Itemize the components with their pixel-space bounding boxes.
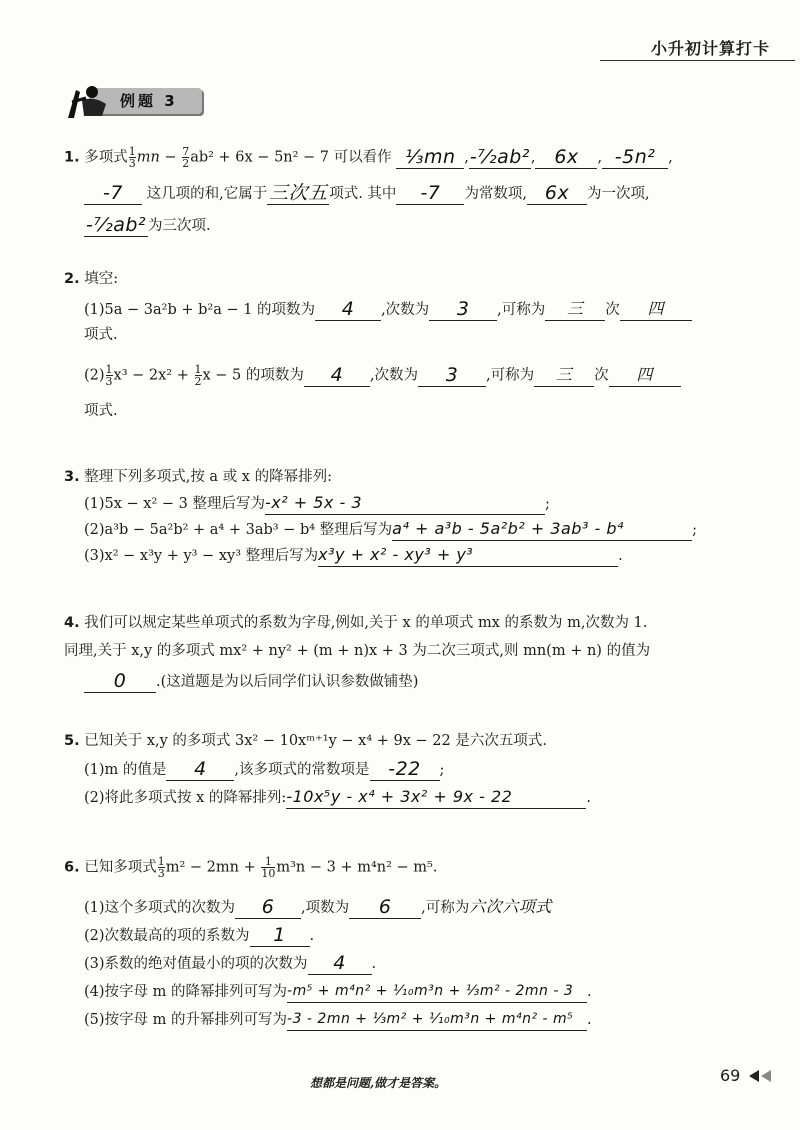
q1-answer-9[interactable]: -⁷⁄₂ab² [85,214,147,236]
q6-answer-name[interactable]: 六次六项式 [469,897,552,916]
q6-p5: (5)按字母 m 的升幂排列可写为 [84,1012,288,1028]
q4-number: 4. [64,615,80,631]
q2-p1-ci: 次 [605,302,620,318]
q1-line2-c: 为常数项, [464,186,528,202]
q6-p1c: ,可称为 [421,900,470,916]
page-header-title: 小升初计算打卡 [650,39,770,58]
q6-period-5: . [587,1012,592,1028]
q6-answer-terms[interactable]: 6 [349,896,421,919]
q2-p2-post: x − 5 的项数为 [202,367,304,384]
q1-line2-a: 这几项的和,它属于 [146,186,268,202]
footer-motto: 想都是问题,做才是答案。 [310,1076,447,1090]
q6-frac-1-3: $\frac{1}{3}$ [157,855,165,880]
q2-p2-terms-word[interactable]: 四 [609,364,681,387]
q2-p2-pre: (2) [84,367,105,384]
q3-p2: (2)a³b − 5a²b² + a⁴ + 3ab³ − b⁴ 整理后写为 [84,522,393,538]
q1-line2-b: 项式. 其中 [329,186,397,202]
q1-line3: 为三次项. [148,218,211,234]
q2-p2-mid: x³ − 2x² + [113,367,194,384]
q1-number: 1. [64,149,80,166]
q2-p2-terms-answer[interactable]: 4 [304,364,370,387]
q3-semi-2: ; [692,522,698,538]
q1-answer-4[interactable]: -5n² [602,146,668,169]
q3-p1: (1)5x − x² − 3 整理后写为 [84,496,266,512]
q5-semi: ; [439,762,445,778]
q2-p1-tail: 项式. [84,327,118,343]
page-number: 69 [720,1066,741,1085]
q6-answer-asc[interactable]: -3 - 2mn + ⅓m² + ¹⁄₁₀m³n + m⁴n² - m⁵ [287,1008,587,1031]
example-badge [62,82,202,122]
q1-answer-3[interactable]: 6x [535,146,597,169]
q6-period-2: . [309,928,315,944]
q6-p4: (4)按字母 m 的降幂排列可写为 [84,984,288,1000]
q2-p2-tail: 项式. [84,403,118,419]
q2-p1-terms-answer[interactable]: 4 [315,298,381,321]
q5-line-1: 已知关于 x,y 的多项式 3x² − 10xᵐ⁺¹y − x⁴ + 9x − 22 是六次五项式. [84,733,547,749]
q5-period: . [586,790,591,806]
q6-answer-desc[interactable]: -m⁵ + m⁴n² + ¹⁄₁₀m³n + ⅓m² - 2mn - 3 [287,980,587,1003]
q3-answer-1[interactable]: -x² + 5x - 3 [265,492,545,515]
q3-period: . [618,548,623,564]
q6-p1b: ,项数为 [301,900,350,916]
q5-answer-order[interactable]: -10x⁵y - x⁴ + 3x² + 9x - 22 [286,786,586,809]
q6-p3: (3)系数的绝对值最小的项的次数为 [84,956,308,972]
q6-mid: m² − 2mn + [165,859,261,876]
q1-answer-2[interactable]: -⁷⁄₂ab² [469,146,530,168]
q2-p1-call-label: ,可称为 [497,302,546,318]
q1-answer-1[interactable]: ⅓mn [396,146,464,169]
q5-p1b: ,该多项式的常数项是 [234,762,370,778]
q2-p2-degree-word[interactable]: 三 [534,364,594,387]
q4-answer[interactable]: 0 [84,670,156,693]
q3-p3: (3)x² − x³y + y³ − xy³ 整理后写为 [84,548,319,564]
q2-p1-degree-word[interactable]: 三 [545,298,605,321]
q6-number: 6. [64,859,80,876]
q5-answer-m[interactable]: 4 [166,758,234,781]
q2-frac-1-3: $\frac{1}{3}$ [105,363,113,388]
q1-expr-b: ab² + 6x − 5n² − 7 可以看作 [190,149,392,166]
q3-semi-1: ; [545,496,550,512]
q1-answer-8[interactable]: 6x [527,182,587,205]
q2-number: 2. [64,271,80,287]
q6-answer-degree[interactable]: 6 [235,896,301,919]
header-rule [600,60,795,61]
q6-pre: 已知多项式 [84,859,157,876]
q1-answer-6[interactable]: 三次五 [268,182,328,204]
q6-p1a: (1)这个多项式的次数为 [84,900,236,916]
q3-title: 整理下列多项式,按 a 或 x 的降幂排列: [84,469,332,485]
q5-answer-constant[interactable]: -22 [370,758,440,781]
q2-p1-degree-answer[interactable]: 3 [429,298,497,321]
q1-line2-d: 为一次项, [587,186,650,202]
q2-p1-degree-label: ,次数为 [381,302,430,318]
q1-frac-1-3: $\frac{1}{3}$ [128,145,136,170]
q1-expr-a: mn − [136,149,182,166]
q1-frac-7-2: $\frac{7}{2}$ [182,145,190,170]
badge-label: 例题 3 [120,92,178,110]
q1-answer-5[interactable]: -7 [84,182,142,205]
q2-frac-1-2: $\frac{1}{2}$ [194,363,202,388]
q5-p2: (2)将此多项式按 x 的降幂排列: [84,790,287,806]
q2-title: 填空: [84,271,119,287]
q4-line-2: 同理,关于 x,y 的多项式 mx² + ny² + (m + n)x + 3 为二次三项式,则 mn(m + n) 的值为 [64,643,651,659]
q2-p1-terms-word[interactable]: 四 [620,298,692,321]
q6-post: m³n − 3 + m⁴n² − m⁵. [276,859,438,876]
q1-prefix: 多项式 [84,149,128,166]
q5-number: 5. [64,733,80,749]
q6-period-4: . [587,984,592,1000]
q2-p2-ci: 次 [594,367,609,384]
q3-number: 3. [64,469,80,485]
q6-frac-1-10: $\frac{1}{10}$ [261,855,276,880]
q2-p2-degree-label: ,次数为 [369,367,418,384]
q3-answer-3[interactable]: x³y + x² - xy³ + y³ [318,544,618,567]
q2-p2-degree-answer[interactable]: 3 [418,364,486,387]
q5-p1a: (1)m 的值是 [84,762,167,778]
q6-p2: (2)次数最高的项的系数为 [84,928,250,944]
double-arrow-left-icon [745,1068,773,1084]
q3-answer-2[interactable]: a⁴ + a³b - 5a²b² + 3ab³ - b⁴ [392,518,692,541]
q2-p1-expr: (1)5a − 3a²b + b²a − 1 的项数为 [84,302,316,318]
reader-figure-icon [62,82,122,122]
q6-answer-coef[interactable]: 1 [250,924,310,947]
q6-answer-min-degree[interactable]: 4 [308,952,372,975]
q6-period-3: . [371,956,377,972]
q2-p2-call-label: ,可称为 [486,367,535,384]
q4-line-3: .(这道题是为以后同学们认识参数做铺垫) [156,674,419,690]
q1-answer-7[interactable]: -7 [396,182,464,205]
q4-line-1: 我们可以规定某些单项式的系数为字母,例如,关于 x 的单项式 mx 的系数为 m,次数为 1. [84,615,648,631]
